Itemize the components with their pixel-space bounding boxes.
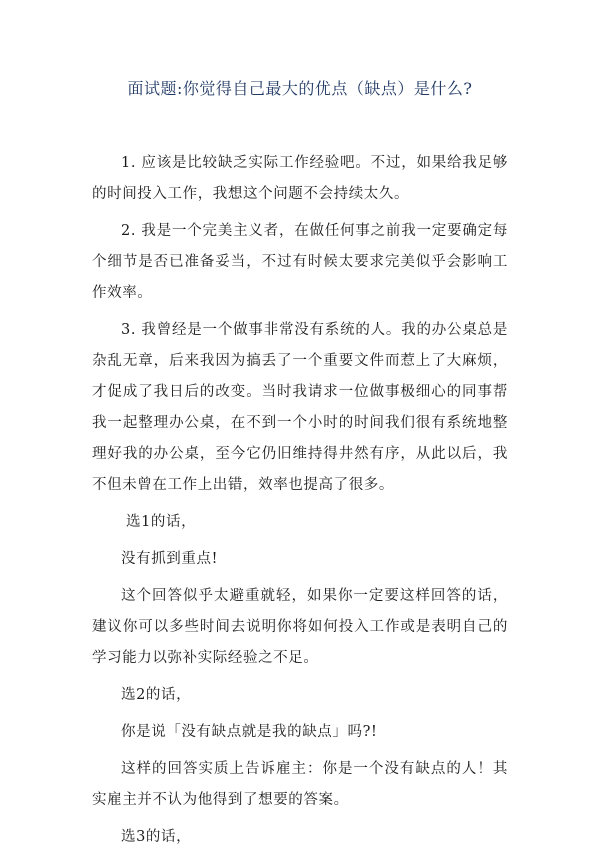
answer-option-2: 2. 我是一个完美主义者，在做任何事之前我一定要确定每个细节是否已准备妥当，不过有时候太要求完美似乎会影响工作效率。 bbox=[92, 223, 508, 301]
answer-option-3: 3. 我曾经是一个做事非常没有系统的人。我的办公桌总是杂乱无章，后来我因为搞丢了一个重要文件而惹上了大麻烦，才促成了我日后的改变。当时我请求一位做事极细心的同事帮我一起整理办公桌，在不到一个小时的时间我们很有系统地整理好我的办公桌，至今它仍旧维持得井然有序，从此以后，我不但未曾在工作上出错，效率也提高了很多。 bbox=[92, 322, 508, 493]
choice-2-verdict: 你是说「没有缺点就是我的缺点」吗?! bbox=[121, 724, 378, 740]
document-title: 面试题:你觉得自己最大的优点（缺点）是什么? bbox=[127, 79, 473, 98]
choice-1-verdict: 没有抓到重点! bbox=[121, 551, 219, 567]
choice-3-heading: 选3的话， bbox=[121, 829, 192, 845]
choice-1-explanation: 这个回答似乎太避重就轻，如果你一定要这样回答的话，建议你可以多些时间去说明你将如何投入工作或是表明自己的学习能力以弥补实际经验之不足。 bbox=[92, 588, 508, 666]
choice-2-explanation: 这样的回答实质上告诉雇主：你是一个没有缺点的人！其实雇主并不认为他得到了想要的答案。 bbox=[92, 761, 508, 808]
choice-2-heading: 选2的话， bbox=[121, 687, 192, 703]
choice-1-heading: 选1的话， bbox=[126, 514, 197, 530]
answer-option-1: 1. 应该是比较缺乏实际工作经验吧。不过，如果给我足够的时间投入工作，我想这个问题不会持续太久。 bbox=[92, 155, 508, 202]
